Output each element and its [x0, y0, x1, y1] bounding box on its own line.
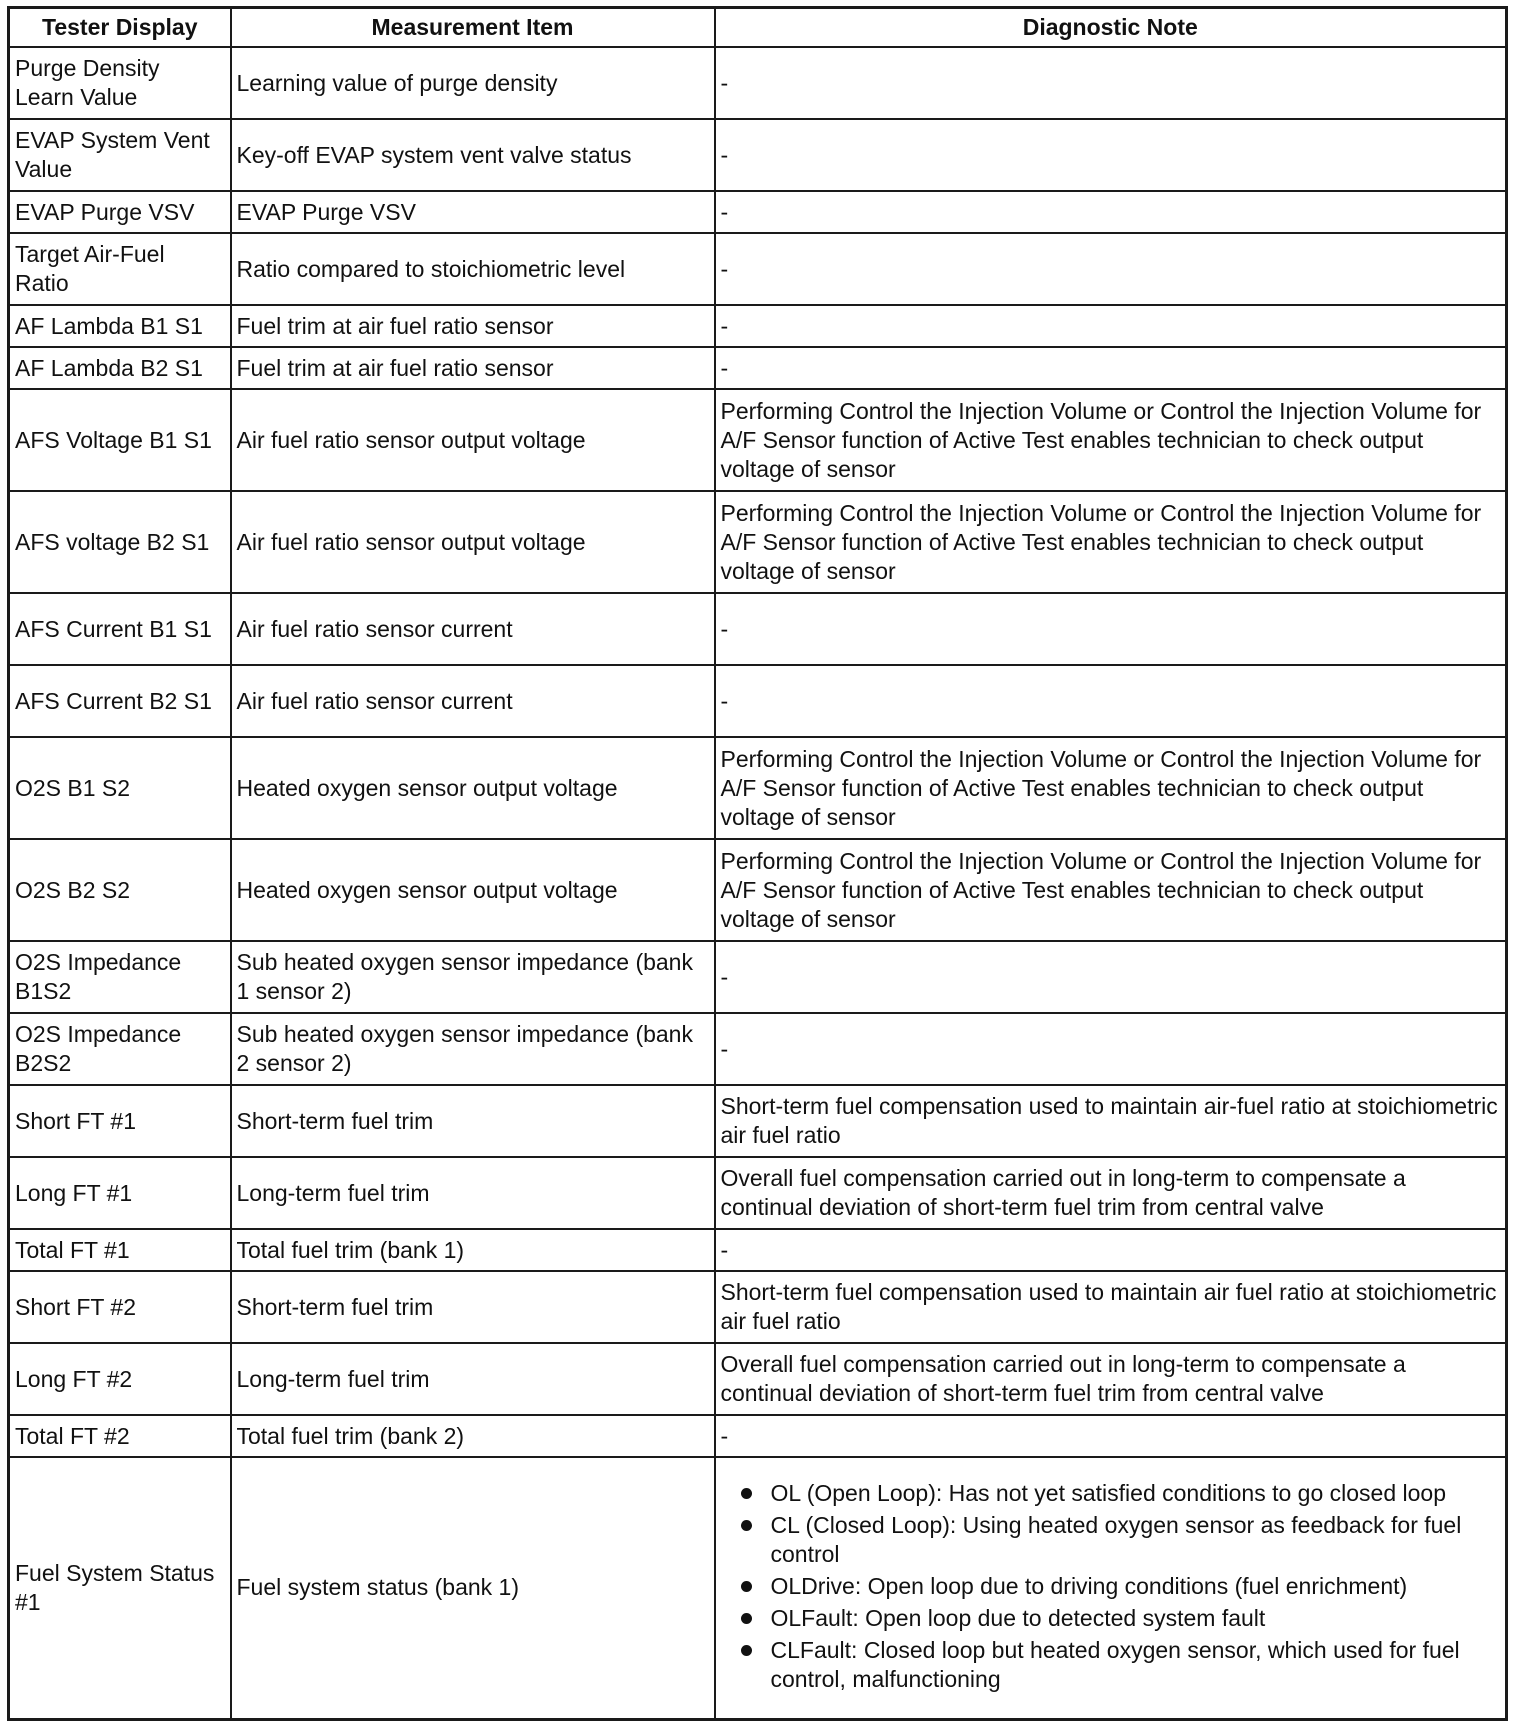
diagnostic-note-cell: Performing Control the Injection Volume or Control the Injection Volume for A/F Sensor function of Active Test enables technician to check output voltage of sensor [715, 491, 1507, 593]
table-row [9, 347, 1507, 389]
table-row [9, 1271, 1507, 1343]
measurement-item-cell: Air fuel ratio sensor output voltage [231, 491, 715, 593]
table-row [9, 737, 1507, 839]
bullet-item [721, 1572, 1501, 1601]
bullet-icon [741, 1488, 752, 1499]
bullet-icon [741, 1613, 752, 1624]
bullet-item [721, 1479, 1501, 1508]
table-row-fuel-system-status [9, 1457, 1507, 1719]
table-row [9, 839, 1507, 941]
diagnostic-note-cell: Short-term fuel compensation used to maintain air-fuel ratio at stoichiometric air fuel ratio [715, 1085, 1507, 1157]
measurement-item-cell: Fuel trim at air fuel ratio sensor [231, 305, 715, 347]
diagnostic-note-cell: Performing Control the Injection Volume or Control the Injection Volume for A/F Sensor function of Active Test enables technician to check output voltage of sensor [715, 737, 1507, 839]
table-row [9, 1157, 1507, 1229]
diagnostic-note-cell: Overall fuel compensation carried out in long-term to compensate a continual deviation of short-term fuel trim from central valve [715, 1157, 1507, 1229]
diagnostic-note-cell [715, 1457, 1507, 1719]
tester-display-cell: EVAP Purge VSV [9, 191, 231, 233]
tester-display-cell: Long FT #1 [9, 1157, 231, 1229]
table-row [9, 1343, 1507, 1415]
diagnostic-note-cell: - [715, 665, 1507, 737]
bullet-text: OLFault: Open loop due to detected system fault [770, 1605, 1266, 1632]
column-header-measurement-item: Measurement Item [231, 8, 715, 48]
table-row [9, 1013, 1507, 1085]
table-row [9, 1415, 1507, 1457]
tester-display-cell: Short FT #1 [9, 1085, 231, 1157]
bullet-icon [741, 1581, 752, 1592]
measurement-item-cell: Long-term fuel trim [231, 1343, 715, 1415]
table-row [9, 119, 1507, 191]
diagnostic-note-cell: - [715, 1415, 1507, 1457]
bullet-text: CLFault: Closed loop but heated oxygen sensor, which used for fuel control, malfunctioning [770, 1637, 1460, 1693]
diagnostic-note-cell: Short-term fuel compensation used to maintain air fuel ratio at stoichiometric air fuel ratio [715, 1271, 1507, 1343]
diagnostic-note-cell: - [715, 305, 1507, 347]
measurement-item-cell: Heated oxygen sensor output voltage [231, 839, 715, 941]
bullet-icon [741, 1520, 752, 1531]
diagnostic-note-cell: - [715, 593, 1507, 665]
diagnostic-note-cell: - [715, 1013, 1507, 1085]
column-header-diagnostic-note: Diagnostic Note [715, 8, 1507, 48]
tester-display-cell: Long FT #2 [9, 1343, 231, 1415]
diagnostic-note-cell: Performing Control the Injection Volume or Control the Injection Volume for A/F Sensor function of Active Test enables technician to check output voltage of sensor [715, 839, 1507, 941]
diagnostic-note-cell: - [715, 1229, 1507, 1271]
tester-display-cell: O2S Impedance B2S2 [9, 1013, 231, 1085]
data-list-table-container [7, 6, 1505, 1721]
tester-display-cell: O2S B2 S2 [9, 839, 231, 941]
tester-display-cell: AFS Voltage B1 S1 [9, 389, 231, 491]
table-row [9, 941, 1507, 1013]
diagnostic-note-cell: - [715, 941, 1507, 1013]
diagnostic-note-cell: - [715, 191, 1507, 233]
table-row [9, 47, 1507, 119]
bullet-text: OLDrive: Open loop due to driving conditions (fuel enrichment) [770, 1573, 1408, 1600]
measurement-item-cell: Ratio compared to stoichiometric level [231, 233, 715, 305]
bullet-icon [741, 1645, 752, 1656]
table-row [9, 389, 1507, 491]
measurement-item-cell: Total fuel trim (bank 2) [231, 1415, 715, 1457]
bullet-item [721, 1636, 1501, 1694]
diagnostic-note-cell: Overall fuel compensation carried out in long-term to compensate a continual deviation of short-term fuel trim from central valve [715, 1343, 1507, 1415]
data-list-table [7, 6, 1508, 1721]
bullet-item [721, 1511, 1501, 1569]
fuel-status-bullet-list [721, 1479, 1501, 1694]
diagnostic-note-cell: - [715, 233, 1507, 305]
tester-display-cell: Total FT #1 [9, 1229, 231, 1271]
diagnostic-note-cell: - [715, 119, 1507, 191]
tester-display-cell: AFS voltage B2 S1 [9, 491, 231, 593]
tester-display-cell: AF Lambda B2 S1 [9, 347, 231, 389]
measurement-item-cell: Sub heated oxygen sensor impedance (bank 2 sensor 2) [231, 1013, 715, 1085]
table-row [9, 305, 1507, 347]
tester-display-cell: O2S Impedance B1S2 [9, 941, 231, 1013]
measurement-item-cell: Total fuel trim (bank 1) [231, 1229, 715, 1271]
column-header-tester-display: Tester Display [9, 8, 231, 48]
diagnostic-note-cell: - [715, 47, 1507, 119]
table-row [9, 593, 1507, 665]
tester-display-cell: AF Lambda B1 S1 [9, 305, 231, 347]
measurement-item-cell: EVAP Purge VSV [231, 191, 715, 233]
tester-display-cell: Target Air-Fuel Ratio [9, 233, 231, 305]
measurement-item-cell: Air fuel ratio sensor current [231, 593, 715, 665]
tester-display-cell: Total FT #2 [9, 1415, 231, 1457]
table-row [9, 191, 1507, 233]
bullet-text: OL (Open Loop): Has not yet satisfied conditions to go closed loop [770, 1480, 1446, 1507]
tester-display-cell: Purge Density Learn Value [9, 47, 231, 119]
bullet-text: CL (Closed Loop): Using heated oxygen sensor as feedback for fuel control [770, 1512, 1462, 1568]
table-row [9, 665, 1507, 737]
measurement-item-cell: Learning value of purge density [231, 47, 715, 119]
measurement-item-cell: Sub heated oxygen sensor impedance (bank 1 sensor 2) [231, 941, 715, 1013]
tester-display-cell: AFS Current B2 S1 [9, 665, 231, 737]
bullet-item [721, 1604, 1501, 1633]
measurement-item-cell: Fuel system status (bank 1) [231, 1457, 715, 1719]
table-row [9, 1229, 1507, 1271]
measurement-item-cell: Key-off EVAP system vent valve status [231, 119, 715, 191]
tester-display-cell: AFS Current B1 S1 [9, 593, 231, 665]
tester-display-cell: Fuel System Status #1 [9, 1457, 231, 1719]
tester-display-cell: O2S B1 S2 [9, 737, 231, 839]
tester-display-cell: EVAP System Vent Value [9, 119, 231, 191]
measurement-item-cell: Heated oxygen sensor output voltage [231, 737, 715, 839]
tester-display-cell: Short FT #2 [9, 1271, 231, 1343]
table-header-row [9, 8, 1507, 48]
diagnostic-note-cell: Performing Control the Injection Volume or Control the Injection Volume for A/F Sensor function of Active Test enables technician to check output voltage of sensor [715, 389, 1507, 491]
table-row [9, 491, 1507, 593]
diagnostic-note-cell: - [715, 347, 1507, 389]
measurement-item-cell: Air fuel ratio sensor output voltage [231, 389, 715, 491]
table-row [9, 1085, 1507, 1157]
table-row [9, 233, 1507, 305]
measurement-item-cell: Fuel trim at air fuel ratio sensor [231, 347, 715, 389]
measurement-item-cell: Short-term fuel trim [231, 1271, 715, 1343]
measurement-item-cell: Air fuel ratio sensor current [231, 665, 715, 737]
measurement-item-cell: Short-term fuel trim [231, 1085, 715, 1157]
measurement-item-cell: Long-term fuel trim [231, 1157, 715, 1229]
